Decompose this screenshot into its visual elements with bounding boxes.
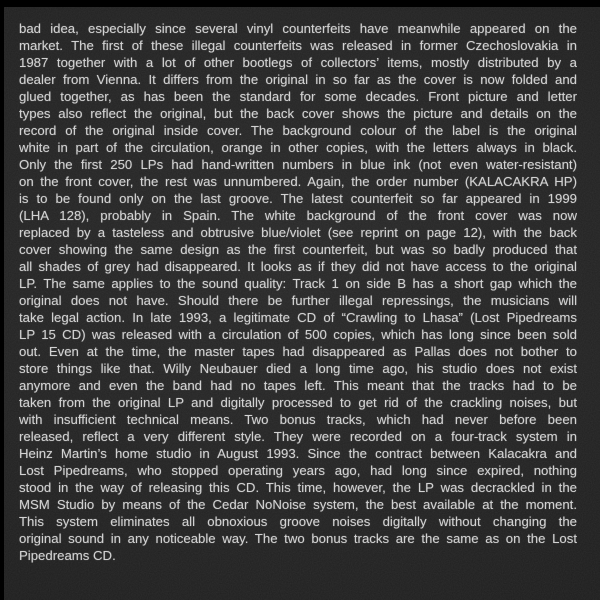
text-line: cover showing the same design as the first counterfeit, but was so badly produced that [19, 242, 577, 257]
text-line: store things like that. Willy Neubauer died a long time ago, his studio does not exist [19, 361, 577, 376]
text-line: bad idea, especially since several vinyl counterfeits have meanwhile appeared on the [19, 21, 577, 36]
text-line: record of the original inside cover. The background colour of the label is the original [19, 123, 577, 138]
text-line: original does not have. Should there be further illegal repressings, the musicians will [19, 293, 577, 308]
text-line: on the front cover, the rest was unnumbered. Again, the order number (KALACAKRA HP) [19, 174, 577, 189]
text-line: out. Even at the time, the master tapes had disappeared as Pallas does not bother to [19, 344, 577, 359]
text-line: with insufficient technical means. Two bonus tracks, which had never before been [19, 412, 577, 427]
text-line: MSM Studio by means of the Cedar NoNoise system, the best available at the moment. [19, 497, 577, 512]
text-line: This system eliminates all obnoxious groove noises digitally without changing the [19, 514, 577, 529]
text-line: all shades of grey had disappeared. It looks as if they did not have access to the original [19, 259, 577, 274]
liner-notes-text [19, 20, 577, 564]
text-line: Heinz Martin’s home studio in August 1993. Since the contract between Kalacakra and [19, 446, 577, 461]
text-line: LP. The same applies to the sound quality: Track 1 on side B has a short gap which the [19, 276, 577, 291]
text-line: original sound in any noticeable way. The two bonus tracks are the same as on the Lost [19, 531, 577, 546]
text-line: released, reflect a very different style. They were recorded on a four-track system in [19, 429, 577, 444]
text-line: (LHA 128), probably in Spain. The white background of the front cover was now [19, 208, 577, 223]
text-line: white in part of the circulation, orange in other copies, with the letters always in black. [19, 140, 577, 155]
text-line: dealer from Vienna. It differs from the original in so far as the cover is now folded and [19, 72, 577, 87]
text-line: stood in the way of releasing this CD. This time, however, the LP was decrackled in the [19, 480, 577, 495]
text-line: market. The first of these illegal counterfeits was released in former Czechoslovakia in [19, 38, 577, 53]
text-line: take legal action. In late 1993, a legitimate CD of “Crawling to Lhasa” (Lost Pipedreams [19, 310, 577, 325]
text-line: 1987 together with a lot of other bootlegs of collectors’ items, mostly distributed by a [19, 55, 577, 70]
text-line: taken from the original LP and digitally processed to get rid of the crackling noises, but [19, 395, 577, 410]
text-line: is to be found only on the last groove. The latest counterfeit so far appeared in 1999 [19, 191, 577, 206]
text-line: anymore and even the band had no tapes left. This meant that the tracks had to be [19, 378, 577, 393]
text-line: glued together, as has been the standard for some decades. Front picture and letter [19, 89, 577, 104]
text-line: Lost Pipedreams, who stopped operating years ago, had long since expired, nothing [19, 463, 577, 478]
text-line: types also reflect the original, but the back cover shows the picture and details on the [19, 106, 577, 121]
scan-area [4, 7, 600, 600]
text-line: Pipedreams CD. [19, 548, 116, 563]
text-line: LP 15 CD) was released with a circulation of 500 copies, which has long since been sold [19, 327, 577, 342]
text-line: replaced by a tasteless and obtrusive blue/violet (see reprint on page 12), with the back [19, 225, 577, 240]
text-line: Only the first 250 LPs had hand-written numbers in blue ink (not even water-resistant) [19, 157, 577, 172]
